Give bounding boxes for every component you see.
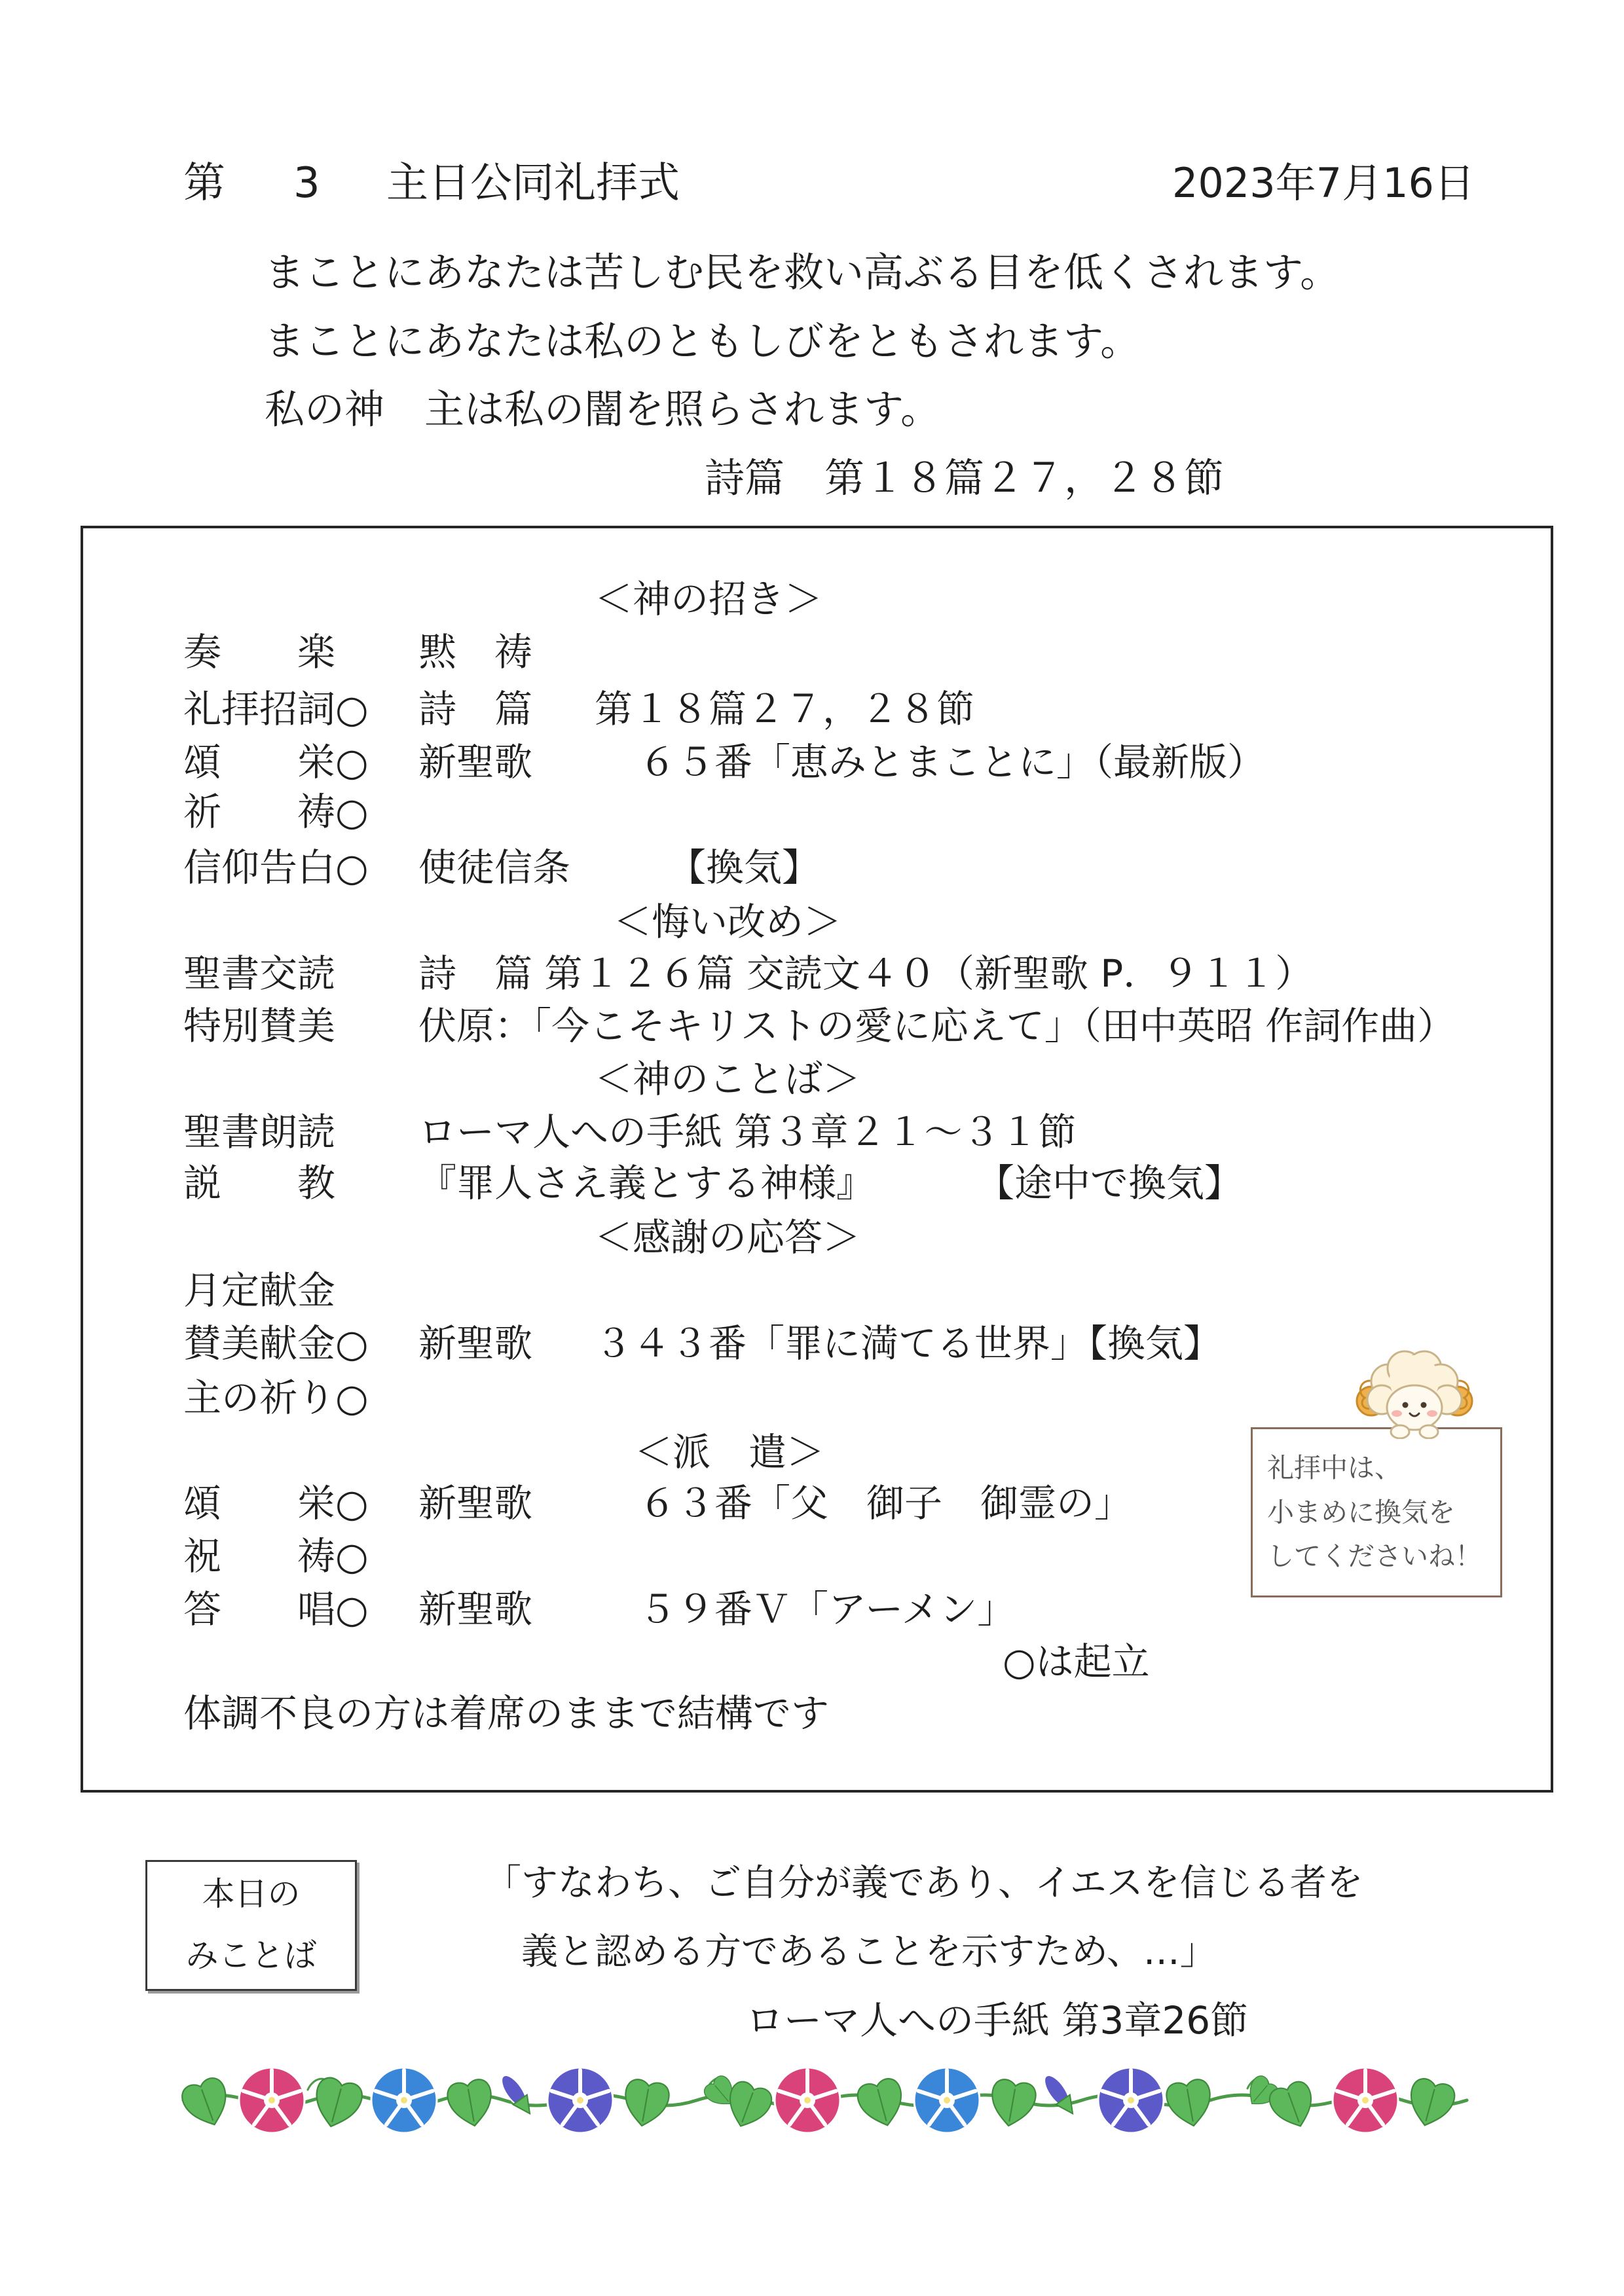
- row-prayer: [83, 786, 1551, 838]
- item-label: 聖書交読: [183, 951, 336, 996]
- flower-pistil: [804, 2097, 811, 2104]
- leaf: [620, 2077, 671, 2129]
- todays-word-label-box: [145, 1860, 357, 1991]
- row-lords-prayer: [83, 1372, 1551, 1424]
- service-date: 2023年7月16日: [1172, 159, 1475, 207]
- item-detail: 使徒信条: [418, 845, 571, 890]
- sheep-blush: [1427, 1410, 1437, 1417]
- morning-glory-flower: [371, 2068, 437, 2133]
- item-detail: 新聖歌: [418, 740, 533, 784]
- leaf: [445, 2077, 496, 2129]
- item-detail: ローマ人への手紙 第３章２１～３１節: [418, 1110, 1077, 1154]
- row-call-to-worship: [83, 683, 1551, 735]
- sheep-paw: [1391, 1425, 1409, 1438]
- leaf: [987, 2077, 1037, 2129]
- item-detail: 伏原：「今こそキリストの愛に応えて」（田中英昭 作詞作曲）: [418, 1004, 1456, 1048]
- todays-word-quote-line: 義と認める方であることを示すため、…」: [521, 1931, 1217, 1973]
- row-doxology: [83, 736, 1551, 788]
- item-detail: 新聖歌: [418, 1587, 533, 1631]
- morning-glory-flower: [1098, 2068, 1164, 2133]
- standing-note: ○は起立: [1003, 1639, 1150, 1684]
- section-heading-text: ＜悔い改め＞: [614, 900, 842, 944]
- item-note: 【換気】: [668, 845, 821, 890]
- section-heading-word: [83, 1053, 1551, 1105]
- call-verse-line: まことにあなたは私のともしびをともされます。: [265, 318, 1141, 365]
- item-note: ５９番Ｖ「アーメン」: [638, 1587, 1016, 1631]
- item-label: 祝 祷○: [183, 1534, 369, 1578]
- standing-note-row: [83, 1635, 1551, 1688]
- flower-bud: [1039, 2071, 1079, 2119]
- row-scripture-reading: [83, 1106, 1551, 1158]
- sheep-paw: [1420, 1425, 1438, 1438]
- flower-pistil: [268, 2097, 275, 2104]
- item-label: 聖書朗読: [183, 1110, 336, 1154]
- order-of-worship-box: [81, 526, 1553, 1793]
- row-creed: [83, 841, 1551, 894]
- todays-word-quote-line: 「すなわち、ご自分が義であり、イエスを信じる者を: [485, 1862, 1363, 1904]
- leaf: [1404, 2076, 1458, 2131]
- health-note: 体調不良の方は着席のままで結構です: [183, 1691, 830, 1736]
- health-note-row: [83, 1687, 1551, 1740]
- item-label: 答 唱○: [183, 1587, 369, 1631]
- item-detail: 新聖歌: [418, 1481, 533, 1525]
- service-title: 主日公同礼拝式: [386, 159, 680, 208]
- item-detail: 新聖歌: [418, 1321, 533, 1366]
- section-heading-repentance: [83, 896, 1551, 948]
- leaf: [855, 2076, 908, 2131]
- item-label: 賛美献金○: [183, 1321, 369, 1366]
- todays-word-label-line: 本日の: [202, 1875, 301, 1913]
- morning-glory-flower: [1333, 2068, 1398, 2133]
- row-special-music: [83, 1000, 1551, 1052]
- call-verse-line: まことにあなたは苦しむ民を救い高ぶる目を低くされます。: [265, 249, 1340, 296]
- sheep-blush: [1392, 1410, 1402, 1417]
- row-praise-offering: [83, 1317, 1551, 1370]
- morning-glory-flower: [239, 2068, 304, 2133]
- item-note: ３４３番「罪に満てる世界」【換気】: [595, 1321, 1222, 1366]
- item-detail: 詩 篇 第１２６篇 交読文４０（新聖歌 P．９１１）: [418, 951, 1314, 996]
- item-note: ６３番「父 御子 御霊の」: [638, 1481, 1133, 1525]
- row-monthly-offering: [83, 1264, 1551, 1317]
- item-label: 頌 栄○: [183, 740, 369, 784]
- item-detail: 詩 篇: [418, 687, 533, 731]
- flower-pistil: [401, 2097, 407, 2104]
- sheep-illustration-icon: [1349, 1341, 1480, 1439]
- section-heading-text: ＜神のことば＞: [595, 1057, 861, 1101]
- flower-pistil: [1362, 2097, 1369, 2104]
- morning-glory-flower: [775, 2068, 840, 2133]
- leaf: [179, 2075, 235, 2132]
- item-label: 説 教: [183, 1161, 336, 1205]
- sheep-eye: [1421, 1402, 1427, 1408]
- item-label: 主の祈り○: [183, 1376, 369, 1420]
- leaf: [1164, 2077, 1215, 2129]
- item-label: 礼拝招詞○: [183, 687, 369, 731]
- morning-glory-border: [0, 2049, 1624, 2154]
- sheep-eye: [1403, 1402, 1409, 1408]
- flower-pistil: [944, 2097, 950, 2104]
- item-detail: 黙 祷: [418, 630, 533, 674]
- morning-glory-flower: [914, 2068, 980, 2133]
- section-heading-call: [83, 573, 1551, 625]
- flower-pistil: [1128, 2097, 1134, 2104]
- service-ordinal-number: 3: [293, 159, 320, 208]
- row-prelude: [83, 626, 1551, 678]
- service-ordinal-prefix: 第: [183, 159, 225, 208]
- item-label: 奏 楽: [183, 630, 336, 674]
- sign-text-line: 小まめに換気を: [1267, 1497, 1455, 1528]
- leaf: [309, 2075, 365, 2132]
- row-sermon: [83, 1157, 1551, 1209]
- item-label: 祈 祷○: [183, 790, 369, 834]
- morning-glory-flower: [547, 2068, 613, 2133]
- section-heading-text: ＜派 遣＞: [635, 1430, 825, 1474]
- item-detail: 『罪人さえ義とする神様』: [418, 1161, 875, 1205]
- sign-text-line: してくださいね！: [1267, 1540, 1482, 1572]
- flower-bud: [496, 2071, 536, 2119]
- todays-word-reference: ローマ人への手紙 第3章26節: [746, 1998, 1249, 2043]
- section-heading-text: ＜神の招き＞: [595, 577, 823, 621]
- item-note: ６５番「恵みとまことに」（最新版）: [638, 740, 1266, 784]
- item-label: 特別賛美: [183, 1004, 336, 1048]
- item-note: 【途中で換気】: [976, 1161, 1243, 1205]
- call-verse-reference: 詩篇 第１８篇２７，２８節: [705, 455, 1225, 501]
- item-label: 頌 栄○: [183, 1481, 369, 1525]
- item-note: 第１８篇２７，２８節: [595, 687, 975, 731]
- section-heading-response: [83, 1211, 1551, 1264]
- sign-text-line: 礼拝中は、: [1267, 1452, 1401, 1484]
- sheep-face: [1387, 1385, 1442, 1430]
- row-responsive-reading: [83, 947, 1551, 1000]
- ventilation-sign: [1251, 1427, 1502, 1597]
- todays-word-label-line: みことば: [185, 1937, 317, 1975]
- item-label: 信仰告白○: [183, 845, 369, 890]
- call-verse-line: 私の神 主は私の闇を照らされます。: [265, 386, 941, 433]
- section-heading-text: ＜感謝の応答＞: [595, 1215, 861, 1260]
- flower-pistil: [577, 2097, 583, 2104]
- item-label: 月定献金: [183, 1268, 336, 1313]
